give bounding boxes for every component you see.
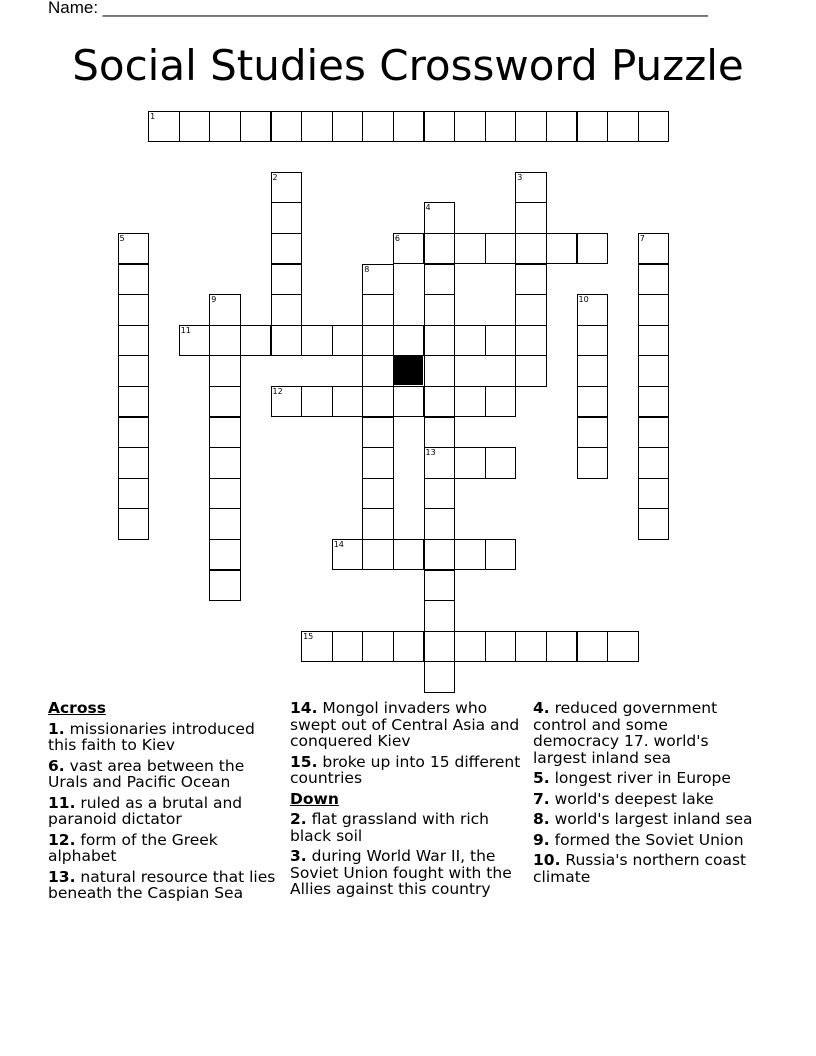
crossword-cell[interactable]	[271, 111, 303, 143]
crossword-cell[interactable]	[577, 233, 609, 265]
crossword-cell[interactable]	[209, 386, 241, 418]
crossword-cell[interactable]	[577, 631, 609, 663]
crossword-cell[interactable]	[454, 386, 486, 418]
clue-number: 6	[394, 233, 400, 243]
crossword-cell[interactable]	[546, 631, 578, 663]
crossword-cell[interactable]	[393, 386, 425, 418]
crossword-cell[interactable]	[577, 355, 609, 387]
clue-text: reduced government control and some democracy 17. world's largest inland sea	[533, 699, 718, 767]
crossword-cell[interactable]	[454, 631, 486, 663]
clue-text: during World War II, the Soviet Union fought with the Allies against this country	[290, 847, 512, 898]
crossword-cell[interactable]	[118, 447, 150, 479]
clue-text: missionaries introduced this faith to Kiev	[48, 719, 255, 754]
clue-text: formed the Soviet Union	[549, 830, 744, 849]
clue-number: 14.	[290, 699, 318, 717]
clue-text: world's largest inland sea	[549, 810, 753, 828]
clue-number: 4	[425, 203, 431, 213]
crossword-cell[interactable]	[271, 202, 303, 234]
crossword-cell[interactable]	[332, 631, 364, 663]
crossword-cell[interactable]	[515, 202, 547, 234]
crossword-cell[interactable]	[515, 172, 547, 204]
clue-number: 13	[425, 448, 436, 458]
crossword-cell[interactable]	[118, 478, 150, 510]
crossword-cell[interactable]	[424, 202, 456, 234]
crossword-cell[interactable]	[240, 111, 272, 143]
across-heading: Across	[48, 699, 106, 717]
clue-item	[533, 832, 753, 849]
clue-item	[290, 700, 524, 750]
crossword-cell[interactable]	[638, 478, 670, 510]
crossword-cell[interactable]	[209, 539, 241, 571]
crossword-cell[interactable]	[485, 539, 517, 571]
crossword-cell[interactable]	[424, 325, 456, 357]
crossword-cell[interactable]	[148, 111, 180, 143]
clue-text: longest river in Europe	[549, 769, 731, 787]
crossword-cell[interactable]	[301, 325, 333, 357]
crossword-cell[interactable]	[424, 233, 456, 265]
crossword-cell[interactable]	[118, 233, 150, 265]
crossword-cell[interactable]	[638, 111, 670, 143]
clue-item	[48, 869, 284, 902]
crossword-cell[interactable]	[209, 325, 241, 357]
crossword-cell[interactable]	[240, 325, 272, 357]
clue-number: 3	[517, 172, 523, 182]
crossword-cell[interactable]	[179, 111, 211, 143]
crossword-cell[interactable]	[271, 233, 303, 265]
clue-text: Russia's northern coast climate	[533, 851, 747, 886]
crossword-cell[interactable]	[424, 661, 456, 693]
clue-text: natural resource that lies beneath the Caspian Sea	[48, 867, 276, 902]
crossword-cell[interactable]	[209, 447, 241, 479]
crossword-cell[interactable]	[424, 386, 456, 418]
crossword-cell[interactable]	[301, 631, 333, 663]
crossword-cell[interactable]	[577, 294, 609, 326]
crossword-cell[interactable]	[393, 233, 425, 265]
crossword-cell[interactable]	[271, 386, 303, 418]
crossword-cell[interactable]	[118, 355, 150, 387]
crossword-cell[interactable]	[362, 447, 394, 479]
clue-text: ruled as a brutal and paranoid dictator	[48, 793, 243, 828]
clue-item	[48, 721, 284, 754]
clue-number: 10	[578, 295, 589, 305]
crossword-cell[interactable]	[454, 111, 486, 143]
crossword-cell[interactable]	[209, 508, 241, 540]
clue-number: 12.	[48, 830, 76, 849]
clue-item	[290, 811, 524, 844]
clue-number: 11.	[48, 793, 76, 812]
clue-number: 9.	[533, 830, 550, 849]
clue-text: vast area between the Urals and Pacific Ocean	[48, 756, 245, 791]
crossword-cell[interactable]	[424, 417, 456, 449]
crossword-cell[interactable]	[332, 111, 364, 143]
crossword-cell[interactable]	[332, 539, 364, 571]
crossword-cell[interactable]	[362, 355, 394, 387]
crossword-cell[interactable]	[638, 355, 670, 387]
crossword-cell[interactable]	[424, 111, 456, 143]
crossword-cell[interactable]	[209, 355, 241, 387]
clues-column-3	[533, 700, 753, 889]
clue-number: 9	[211, 295, 217, 305]
crossword-cell[interactable]	[638, 264, 670, 296]
clue-number: 11	[180, 325, 191, 335]
clue-number: 4.	[533, 699, 550, 717]
down-heading: Down	[290, 789, 339, 808]
clue-item	[48, 795, 284, 828]
crossword-cell[interactable]	[424, 631, 456, 663]
crossword-cell[interactable]	[209, 294, 241, 326]
crossword-cell[interactable]	[118, 508, 150, 540]
crossword-cell[interactable]	[638, 447, 670, 479]
crossword-cell[interactable]	[424, 478, 456, 510]
crossword-cell[interactable]	[485, 386, 517, 418]
crossword-cell[interactable]	[362, 508, 394, 540]
clue-number: 8.	[533, 810, 550, 828]
crossword-cell[interactable]	[301, 386, 333, 418]
crossword-cell[interactable]	[209, 478, 241, 510]
clue-item	[48, 758, 284, 791]
crossword-cell[interactable]	[515, 631, 547, 663]
crossword-cell[interactable]	[577, 447, 609, 479]
crossword-cell[interactable]	[271, 264, 303, 296]
clue-number: 1	[150, 111, 156, 121]
crossword-cell[interactable]	[485, 447, 517, 479]
clue-number: 2	[272, 172, 278, 182]
clue-number: 3.	[290, 847, 307, 865]
clues-column-2	[290, 700, 524, 902]
crossword-cell[interactable]	[118, 417, 150, 449]
clue-item	[533, 770, 753, 787]
crossword-cell[interactable]	[515, 294, 547, 326]
crossword-cell[interactable]	[271, 325, 303, 357]
clue-number: 13.	[48, 867, 76, 886]
clue-number: 5.	[533, 769, 550, 787]
crossword-cell[interactable]	[393, 631, 425, 663]
crossword-cell[interactable]	[118, 294, 150, 326]
crossword-cell[interactable]	[362, 294, 394, 326]
black-square	[393, 355, 423, 385]
name-field[interactable]: Name: ________________________________________________________________	[48, 0, 708, 17]
clue-number: 6.	[48, 756, 65, 775]
clue-item	[533, 700, 753, 766]
crossword-cell[interactable]	[332, 386, 364, 418]
clue-item	[290, 848, 524, 898]
crossword-cell[interactable]	[271, 294, 303, 326]
crossword-cell[interactable]	[485, 111, 517, 143]
crossword-cell[interactable]	[424, 264, 456, 296]
crossword-cell[interactable]	[118, 264, 150, 296]
crossword-cell[interactable]	[362, 111, 394, 143]
crossword-cell[interactable]	[607, 111, 639, 143]
crossword-cell[interactable]	[515, 264, 547, 296]
clue-item	[533, 852, 753, 885]
clue-item	[290, 754, 524, 787]
clue-number: 1.	[48, 719, 65, 738]
crossword-cell[interactable]	[118, 325, 150, 357]
crossword-cell[interactable]	[515, 355, 547, 387]
clue-number: 7	[639, 233, 645, 243]
clue-number: 5	[119, 233, 125, 243]
crossword-cell[interactable]	[515, 111, 547, 143]
clues-column-1	[48, 700, 284, 906]
clue-number: 15	[303, 631, 314, 641]
clue-text: world's deepest lake	[549, 789, 714, 808]
clue-text: broke up into 15 different countries	[290, 752, 521, 787]
crossword-cell[interactable]	[515, 233, 547, 265]
clue-number: 10.	[533, 851, 561, 869]
crossword-cell[interactable]	[638, 233, 670, 265]
crossword-cell[interactable]	[301, 111, 333, 143]
crossword-cell[interactable]	[362, 631, 394, 663]
clue-number: 8	[364, 264, 370, 274]
crossword-cell[interactable]	[515, 325, 547, 357]
crossword-cell[interactable]	[271, 172, 303, 204]
crossword-cell[interactable]	[393, 325, 425, 357]
crossword-cell[interactable]	[118, 386, 150, 418]
clue-number: 14	[333, 539, 344, 549]
crossword-cell[interactable]	[362, 325, 394, 357]
crossword-cell[interactable]	[332, 325, 364, 357]
crossword-cell[interactable]	[454, 447, 486, 479]
crossword-cell[interactable]	[362, 386, 394, 418]
clue-text: Mongol invaders who swept out of Central Asia and conquered Kiev	[290, 699, 520, 750]
crossword-cell[interactable]	[424, 570, 456, 602]
crossword-cell[interactable]	[546, 111, 578, 143]
crossword-cell[interactable]	[454, 233, 486, 265]
crossword-cell[interactable]	[638, 386, 670, 418]
crossword-cell[interactable]	[577, 386, 609, 418]
crossword-cell[interactable]	[577, 111, 609, 143]
page-title: Social Studies Crossword Puzzle	[72, 41, 744, 90]
clue-item	[533, 811, 753, 828]
clue-text: form of the Greek alphabet	[48, 830, 218, 865]
crossword-cell[interactable]	[209, 570, 241, 602]
crossword-cell[interactable]	[424, 600, 456, 632]
crossword-cell[interactable]	[209, 417, 241, 449]
crossword-cell[interactable]	[485, 631, 517, 663]
crossword-cell[interactable]	[362, 264, 394, 296]
crossword-cell[interactable]	[577, 325, 609, 357]
crossword-cell[interactable]	[179, 325, 211, 357]
clue-number: 15.	[290, 752, 318, 771]
crossword-cell[interactable]	[638, 294, 670, 326]
crossword-cell[interactable]	[485, 325, 517, 357]
crossword-cell[interactable]	[485, 233, 517, 265]
crossword-cell[interactable]	[424, 447, 456, 479]
crossword-cell[interactable]	[209, 111, 241, 143]
crossword-cell[interactable]	[424, 539, 456, 571]
clue-number: 7.	[533, 789, 550, 808]
clue-number: 2.	[290, 810, 307, 828]
crossword-cell[interactable]	[424, 294, 456, 326]
crossword-cell[interactable]	[638, 417, 670, 449]
clue-item	[533, 791, 753, 808]
crossword-cell[interactable]	[454, 325, 486, 357]
crossword-cell[interactable]	[577, 417, 609, 449]
crossword-cell[interactable]	[393, 539, 425, 571]
crossword-cell[interactable]	[638, 325, 670, 357]
crossword-cell[interactable]	[362, 539, 394, 571]
crossword-cell[interactable]	[638, 508, 670, 540]
clue-number: 12	[272, 386, 283, 396]
crossword-cell[interactable]	[424, 355, 456, 387]
crossword-cell[interactable]	[393, 111, 425, 143]
clue-text: flat grassland with rich black soil	[290, 810, 489, 845]
clue-item	[48, 832, 284, 865]
crossword-cell[interactable]	[362, 417, 394, 449]
crossword-cell[interactable]	[454, 539, 486, 571]
crossword-cell[interactable]	[362, 478, 394, 510]
crossword-cell[interactable]	[424, 508, 456, 540]
crossword-cell[interactable]	[546, 233, 578, 265]
crossword-cell[interactable]	[607, 631, 639, 663]
